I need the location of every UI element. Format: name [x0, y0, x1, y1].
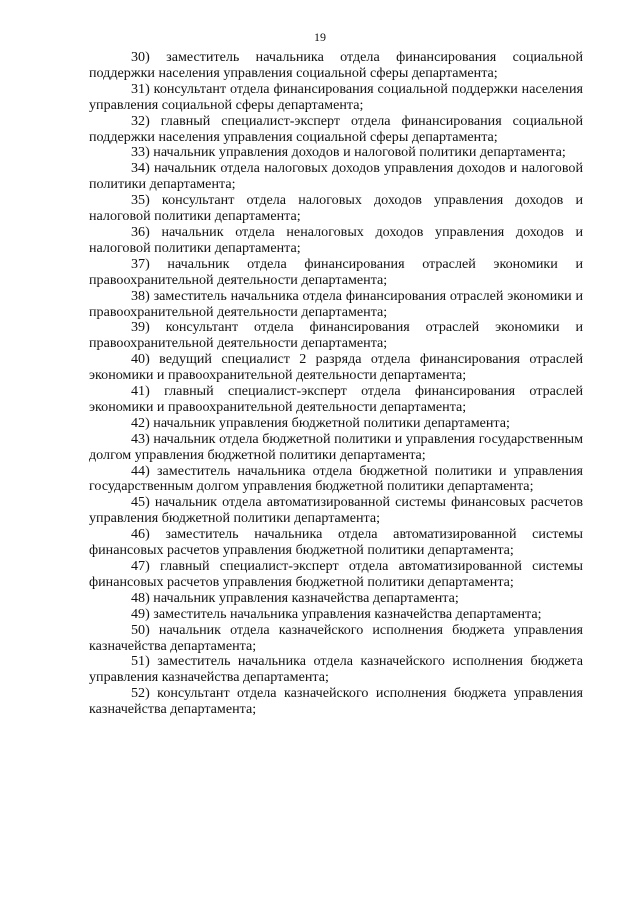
list-item: 41) главный специалист-эксперт отдела финансирования отраслей экономики и правоохранительной деятельности департамента;	[89, 383, 583, 415]
list-item: 45) начальник отдела автоматизированной системы финансовых расчетов управления бюджетной политики департамента;	[89, 494, 583, 527]
list-item: 35) консультант отдела налоговых доходов управления доходов и налоговой политики департамента;	[89, 192, 583, 225]
list-item: 42) начальник управления бюджетной политики департамента;	[131, 414, 510, 431]
list-item: 39) консультант отдела финансирования отраслей экономики и правоохранительной деятельности департамента;	[89, 319, 583, 352]
list-item: 49) заместитель начальника управления казначейства департамента;	[131, 605, 542, 622]
list-item: 47) главный специалист-эксперт отдела автоматизированной системы финансовых расчетов управления бюджетной политики департамента;	[89, 558, 583, 590]
list-item: 37) начальник отдела финансирования отраслей экономики и правоохранительной деятельности департамента;	[89, 255, 583, 288]
list-item: 44) заместитель начальника отдела бюджетной политики и управления государственным долгом управления бюджетной политики департамента;	[89, 462, 583, 495]
page-number: 19	[314, 30, 326, 44]
list-item: 36) начальник отдела неналоговых доходов управления доходов и налоговой политики департамента;	[89, 223, 583, 256]
list-item: 43) начальник отдела бюджетной политики и управления государственным долгом управления бюджетной политики департамента;	[89, 430, 583, 463]
list-item: 31) консультант отдела финансирования социальной поддержки населения управления социальной сферы департамента;	[89, 80, 583, 113]
list-item: 30) заместитель начальника отдела финансирования социальной поддержки населения управления социальной сферы департамента;	[89, 49, 583, 81]
position-list	[89, 50, 583, 718]
list-item: 48) начальник управления казначейства департамента;	[131, 589, 459, 606]
list-item: 32) главный специалист-эксперт отдела финансирования социальной поддержки населения управления социальной сферы департамента;	[89, 112, 583, 145]
list-item: 33) начальник управления доходов и налоговой политики департамента;	[131, 144, 566, 161]
list-item: 34) начальник отдела налоговых доходов управления доходов и налоговой политики департамента;	[89, 160, 583, 193]
list-item: 51) заместитель начальника отдела казначейского исполнения бюджета управления казначейства департамента;	[89, 653, 583, 686]
list-item: 52) консультант отдела казначейского исполнения бюджета управления казначейства департамента;	[89, 685, 583, 718]
list-item: 50) начальник отдела казначейского исполнения бюджета управления казначейства департамента;	[89, 621, 583, 654]
list-item: 46) заместитель начальника отдела автоматизированной системы финансовых расчетов управления бюджетной политики департамента;	[89, 526, 583, 559]
list-item: 38) заместитель начальника отдела финансирования отраслей экономики и правоохранительной деятельности департамента;	[89, 287, 583, 320]
list-item: 40) ведущий специалист 2 разряда отдела финансирования отраслей экономики и правоохранительной деятельности департамента;	[89, 351, 583, 384]
